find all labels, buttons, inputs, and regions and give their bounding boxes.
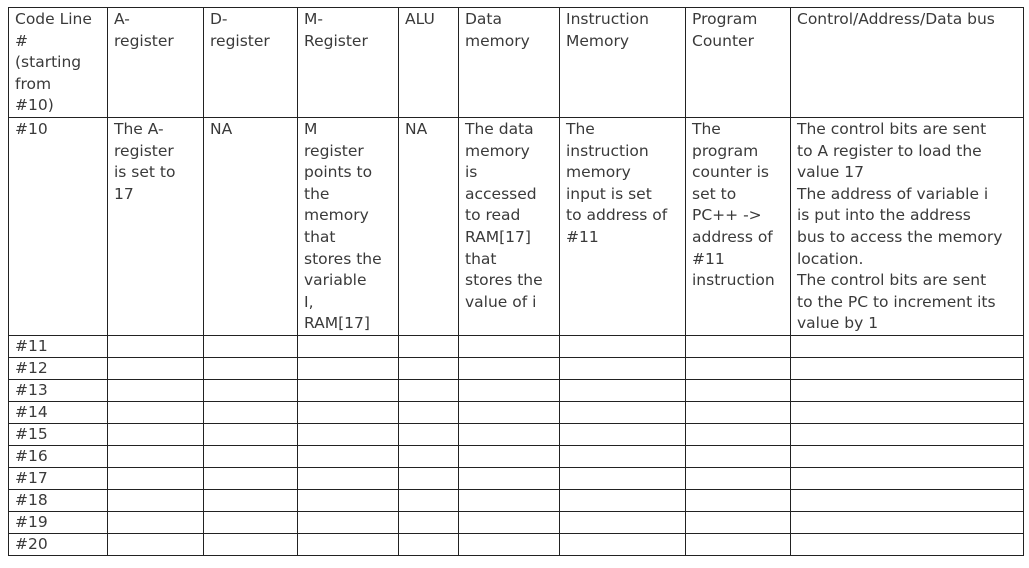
table-row [9, 423, 1024, 445]
bus-cell [791, 489, 1024, 511]
code-line-cell: #12 [9, 357, 108, 379]
data-memory-cell [459, 445, 560, 467]
trace-table [8, 7, 1024, 556]
a-register-cell [108, 335, 204, 357]
program-counter-cell [686, 423, 791, 445]
d-register-cell [204, 489, 298, 511]
table-row [9, 445, 1024, 467]
instruction-memory-cell [560, 511, 686, 533]
instruction-memory-cell [560, 357, 686, 379]
header-instruction-memory: Instruction Memory [560, 8, 686, 118]
bus-cell [791, 357, 1024, 379]
code-line-cell: #17 [9, 467, 108, 489]
bus-cell [791, 511, 1024, 533]
code-line-cell: #14 [9, 401, 108, 423]
program-counter-cell [686, 489, 791, 511]
header-m-register: M- Register [298, 8, 399, 118]
program-counter-cell [686, 401, 791, 423]
m-register-cell [298, 335, 399, 357]
empty-rows-body [9, 335, 1024, 555]
alu-cell [399, 467, 459, 489]
table-row [9, 357, 1024, 379]
instruction-memory-cell [560, 445, 686, 467]
header-d-register: D- register [204, 8, 298, 118]
data-memory-cell [459, 335, 560, 357]
a-register-cell [108, 445, 204, 467]
header-bus: Control/Address/Data bus [791, 8, 1024, 118]
alu-cell [399, 357, 459, 379]
a-register-cell [108, 533, 204, 555]
table-row [9, 379, 1024, 401]
bus-cell [791, 467, 1024, 489]
m-register-cell [298, 467, 399, 489]
alu-cell [399, 335, 459, 357]
data-memory-cell: The data memory is accessed to read RAM[17] that stores the value of i [459, 117, 560, 335]
a-register-cell [108, 423, 204, 445]
data-memory-cell [459, 379, 560, 401]
header-alu: ALU [399, 8, 459, 118]
data-memory-cell [459, 401, 560, 423]
d-register-cell [204, 335, 298, 357]
code-line-cell: #19 [9, 511, 108, 533]
a-register-cell [108, 511, 204, 533]
m-register-cell [298, 489, 399, 511]
program-counter-cell [686, 379, 791, 401]
program-counter-cell [686, 467, 791, 489]
alu-cell [399, 533, 459, 555]
table-row [9, 511, 1024, 533]
alu-cell [399, 511, 459, 533]
m-register-cell [298, 379, 399, 401]
program-counter-cell [686, 335, 791, 357]
program-counter-cell [686, 357, 791, 379]
d-register-cell [204, 357, 298, 379]
bus-cell [791, 335, 1024, 357]
a-register-cell: The A- register is set to 17 [108, 117, 204, 335]
a-register-cell [108, 489, 204, 511]
data-memory-cell [459, 357, 560, 379]
alu-cell: NA [399, 117, 459, 335]
m-register-cell [298, 401, 399, 423]
m-register-cell: M register points to the memory that stores the variable I, RAM[17] [298, 117, 399, 335]
alu-cell [399, 423, 459, 445]
table-row-10 [9, 117, 1024, 335]
alu-cell [399, 445, 459, 467]
a-register-cell [108, 401, 204, 423]
instruction-memory-cell [560, 379, 686, 401]
m-register-cell [298, 357, 399, 379]
alu-cell [399, 379, 459, 401]
data-memory-cell [459, 533, 560, 555]
d-register-cell [204, 423, 298, 445]
m-register-cell [298, 423, 399, 445]
m-register-cell [298, 533, 399, 555]
instruction-memory-cell [560, 335, 686, 357]
a-register-cell [108, 467, 204, 489]
alu-cell [399, 489, 459, 511]
bus-cell [791, 533, 1024, 555]
program-counter-cell [686, 533, 791, 555]
program-counter-cell [686, 445, 791, 467]
d-register-cell [204, 467, 298, 489]
a-register-cell [108, 357, 204, 379]
instruction-memory-cell [560, 401, 686, 423]
instruction-memory-cell [560, 533, 686, 555]
program-counter-cell [686, 511, 791, 533]
data-memory-cell [459, 511, 560, 533]
d-register-cell [204, 511, 298, 533]
data-memory-cell [459, 467, 560, 489]
code-line-cell: #11 [9, 335, 108, 357]
header-code-line: Code Line # (starting from #10) [9, 8, 108, 118]
data-memory-cell [459, 489, 560, 511]
instruction-memory-cell [560, 423, 686, 445]
header-program-counter: Program Counter [686, 8, 791, 118]
a-register-cell [108, 379, 204, 401]
bus-cell [791, 423, 1024, 445]
table-header-row [9, 8, 1024, 118]
table-row [9, 401, 1024, 423]
table-row [9, 533, 1024, 555]
table-row [9, 467, 1024, 489]
instruction-memory-cell: The instruction memory input is set to address of #11 [560, 117, 686, 335]
m-register-cell [298, 445, 399, 467]
program-counter-cell: The program counter is set to PC++ -> address of #11 instruction [686, 117, 791, 335]
data-memory-cell [459, 423, 560, 445]
header-data-memory: Data memory [459, 8, 560, 118]
bus-cell [791, 445, 1024, 467]
code-line-cell: #20 [9, 533, 108, 555]
code-line-cell: #13 [9, 379, 108, 401]
code-line-cell: #10 [9, 117, 108, 335]
d-register-cell [204, 379, 298, 401]
alu-cell [399, 401, 459, 423]
code-line-cell: #15 [9, 423, 108, 445]
header-a-register: A- register [108, 8, 204, 118]
d-register-cell: NA [204, 117, 298, 335]
bus-cell: The control bits are sent to A register to load the value 17 The address of variable i is put into the address bus to access the memory location. The control bits are sent to the PC to increment its value by 1 [791, 117, 1024, 335]
instruction-memory-cell [560, 489, 686, 511]
d-register-cell [204, 533, 298, 555]
code-line-cell: #16 [9, 445, 108, 467]
d-register-cell [204, 401, 298, 423]
bus-cell [791, 379, 1024, 401]
instruction-memory-cell [560, 467, 686, 489]
code-line-cell: #18 [9, 489, 108, 511]
table-row [9, 489, 1024, 511]
m-register-cell [298, 511, 399, 533]
table-row [9, 335, 1024, 357]
d-register-cell [204, 445, 298, 467]
bus-cell [791, 401, 1024, 423]
